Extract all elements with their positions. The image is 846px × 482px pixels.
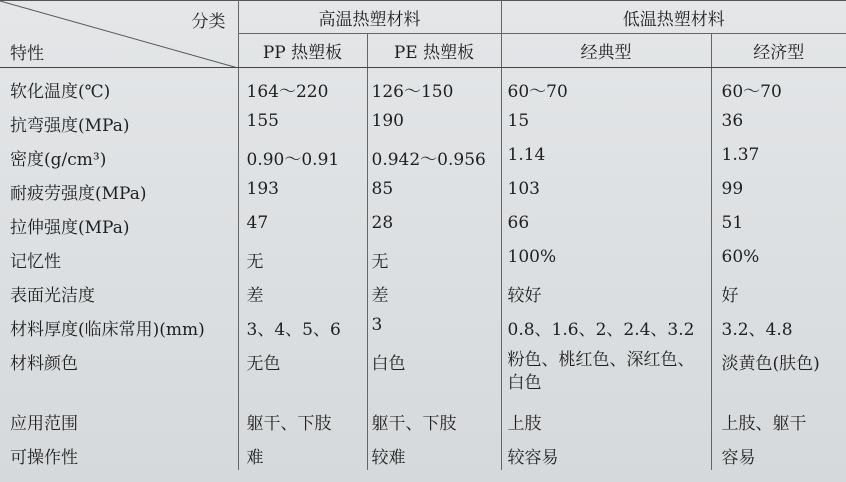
table-row [0, 272, 846, 306]
cell-pe: 无 [367, 238, 501, 272]
row-property: 可操作性 [0, 434, 238, 470]
cell-pp: 无 [238, 238, 367, 272]
table-row [0, 136, 846, 170]
cell-economy: 上肢、躯干 [721, 414, 807, 434]
table-row [0, 340, 846, 400]
table-row [0, 170, 846, 204]
header-property-label: 特性 [10, 44, 44, 64]
cell-classic: 0.8、1.6、2、2.4、3.2 [501, 306, 711, 340]
cell-pp: 难 [238, 434, 367, 470]
cell-classic: 较容易 [501, 434, 711, 470]
row-property: 表面光洁度 [0, 272, 238, 306]
header-group-high-temp: 高温热塑材料 [238, 1, 501, 34]
cell-pe: 126～150 [367, 68, 501, 103]
cell-pp: 47 [238, 204, 367, 238]
cell-economy: 60% [721, 247, 760, 267]
cell-classic: 15 [501, 102, 711, 136]
cell-economy: 60～70 [721, 82, 782, 102]
cell-classic: 较好 [501, 272, 711, 306]
cell-classic-line2: 白色 [507, 373, 542, 393]
header-col-pp: PP 热塑板 [238, 34, 367, 68]
cell-classic: 60～70 [501, 68, 711, 103]
table-row [0, 102, 846, 136]
cell-pp: 差 [238, 272, 367, 306]
cell-pe: 85 [367, 170, 501, 204]
header-corner-cell [0, 1, 238, 68]
cell-classic: 1.14 [501, 136, 711, 170]
row-property: 应用范围 [0, 400, 238, 434]
cell-economy: 99 [721, 179, 744, 199]
cell-pp: 0.90～0.91 [238, 136, 367, 170]
cell-economy: 36 [721, 111, 744, 131]
header-col-pe: PE 热塑板 [367, 34, 501, 68]
cell-economy: 好 [721, 286, 739, 306]
cell-economy: 3.2、4.8 [721, 320, 793, 340]
table-row [0, 434, 846, 470]
row-property: 材料颜色 [0, 340, 238, 400]
cell-economy: 1.37 [721, 145, 760, 165]
cell-economy: 容易 [721, 448, 756, 468]
row-property: 记忆性 [0, 238, 238, 272]
row-property: 软化温度(℃) [0, 68, 238, 103]
header-col-classic: 经典型 [501, 34, 711, 68]
cell-pe: 差 [367, 272, 501, 306]
cell-pp: 164～220 [238, 68, 367, 103]
row-property: 材料厚度(临床常用)(mm) [0, 306, 238, 340]
table-row [0, 238, 846, 272]
cell-classic: 上肢 [501, 400, 711, 434]
cell-pe: 白色 [367, 340, 501, 400]
row-property: 拉伸强度(MPa) [0, 204, 238, 238]
cell-classic: 66 [501, 204, 711, 238]
table-row [0, 204, 846, 238]
header-category-label: 分类 [191, 12, 226, 32]
table-row [0, 68, 846, 103]
cell-pp: 155 [238, 102, 367, 136]
cell-pp: 躯干、下肢 [238, 400, 367, 434]
table-row [0, 306, 846, 340]
cell-pe: 3 [367, 306, 501, 340]
cell-classic: 100% [501, 238, 711, 272]
cell-pp: 193 [238, 170, 367, 204]
cell-economy: 淡黄色(肤色) [721, 354, 820, 374]
cell-pe: 躯干、下肢 [367, 400, 501, 434]
table-row [0, 400, 846, 434]
cell-economy: 51 [721, 213, 744, 233]
header-row-groups [0, 1, 846, 34]
cell-pe: 0.942～0.956 [367, 136, 501, 170]
cell-pe: 较难 [367, 434, 501, 470]
cell-classic: 103 [501, 170, 711, 204]
cell-classic [501, 340, 711, 400]
cell-pp: 3、4、5、6 [238, 306, 367, 340]
header-group-low-temp: 低温热塑材料 [501, 1, 846, 34]
header-col-economy: 经济型 [711, 34, 846, 68]
cell-pe: 28 [367, 204, 501, 238]
cell-pe: 190 [367, 102, 501, 136]
cell-classic-line1: 粉色、桃红色、深红色、 [507, 350, 695, 370]
row-property: 耐疲劳强度(MPa) [0, 170, 238, 204]
row-property: 抗弯强度(MPa) [0, 102, 238, 136]
cell-pp: 无色 [238, 340, 367, 400]
row-property: 密度(g/cm³) [0, 136, 238, 170]
